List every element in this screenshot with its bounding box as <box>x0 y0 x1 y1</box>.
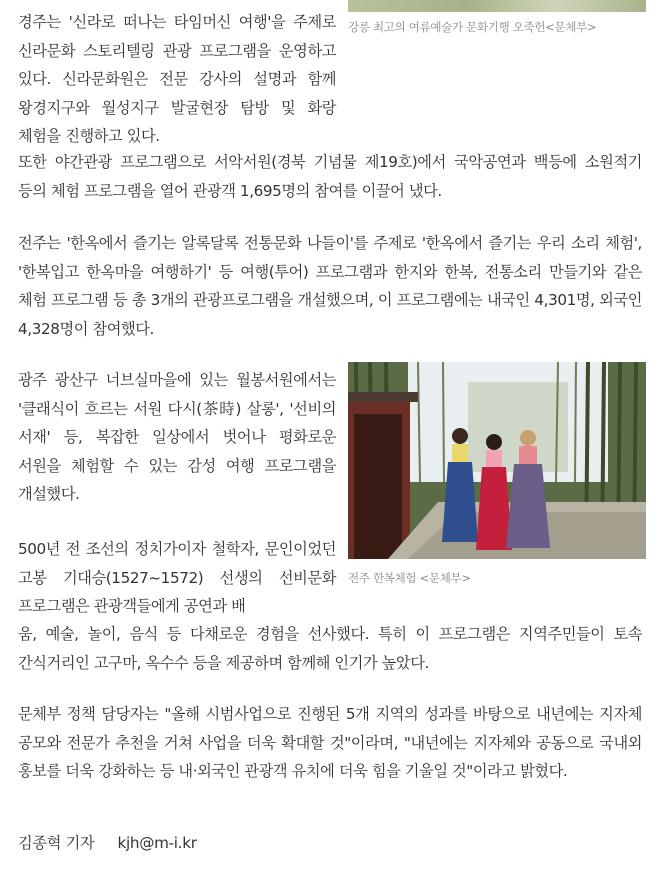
paragraph-jeonju: 전주는 '한옥에서 즐기는 알록달록 전통문화 나들이'를 주제로 '한옥에서 즐기는 우리 소리 체험', '한복입고 한옥마을 여행하기' 등 여행(투어) 프로그램과 한지와 한복, 전통소리 만들기와 같은 체험 프로그램 등 총 3개의 관광프로그램을 개설했으며, 이 프로그램에는 내국인 4,301명, 외국인 4,328명이 참여했다. <box>18 234 642 338</box>
ojukheon-photo <box>348 0 646 12</box>
reporter-name: 김종혁 기자 <box>18 834 95 852</box>
paragraph-gobong-start: 500년 전 조선의 정치가이자 철학자, 문인이었던 고봉 기대승(1527~1572) 선생의 선비문화 프로그램은 관광객들에게 공연과 배 <box>18 540 336 615</box>
paragraph-night-tour: 또한 야간관광 프로그램으로 서악서원(경북 기념물 제19호)에서 국악공연과 백등에 소원적기 등의 체험 프로그램을 열어 관광객 1,695명의 참여를 이끌어 냈다. <box>18 153 642 200</box>
byline <box>18 832 197 853</box>
caption-hanbok: 전주 한복체험 <문체부> <box>348 571 471 585</box>
hanbok-photo-illustration <box>348 362 646 559</box>
paragraph-policy-quote: 문체부 정책 담당자는 "올해 시범사업으로 진행된 5개 지역의 성과를 바탕으로 내년에는 지자체 공모와 전문가 추천을 거쳐 사업을 더욱 확대할 것"이라며, "내년에는 지자체와 공동으로 국내외 홍보를 더욱 강화하는 등 내·외국인 관광객 유치에 더욱 힘을 기울일 것"이라고 밝혔다. <box>18 705 642 780</box>
paragraph-gwangju: 광주 광산구 너브실마을에 있는 월봉서원에서는 '클래식이 흐르는 서원 다시(茶時) 살롱', '선비의 서재' 등, 복잡한 일상에서 벗어나 평화로운 서원을 체험할 수 있는 감성 여행 프로그램을 개설했다. <box>18 371 336 503</box>
reporter-email[interactable]: kjh@m-i.kr <box>117 834 197 852</box>
paragraph-gobong-end: 움, 예술, 놀이, 음식 등 다채로운 경험을 선사했다. 특히 이 프로그램은 지역주민들이 토속 간식거리인 고구마, 옥수수 등을 제공하며 함께해 인기가 높았다. <box>18 625 642 672</box>
paragraph-gyeongju: 경주는 '신라로 떠나는 타임머신 여행'을 주제로 신라문화 스토리텔링 관광 프로그램을 운영하고 있다. 신라문화원은 전문 강사의 설명과 함께 왕경지구와 월성지구 발굴현장 탐방 및 화랑 체험을 진행하고 있다. <box>18 13 336 145</box>
hanbok-experience-photo <box>348 362 646 559</box>
caption-ojukheon: 강릉 최고의 여류예술가 문화기행 오죽헌<문체부> <box>348 20 597 34</box>
